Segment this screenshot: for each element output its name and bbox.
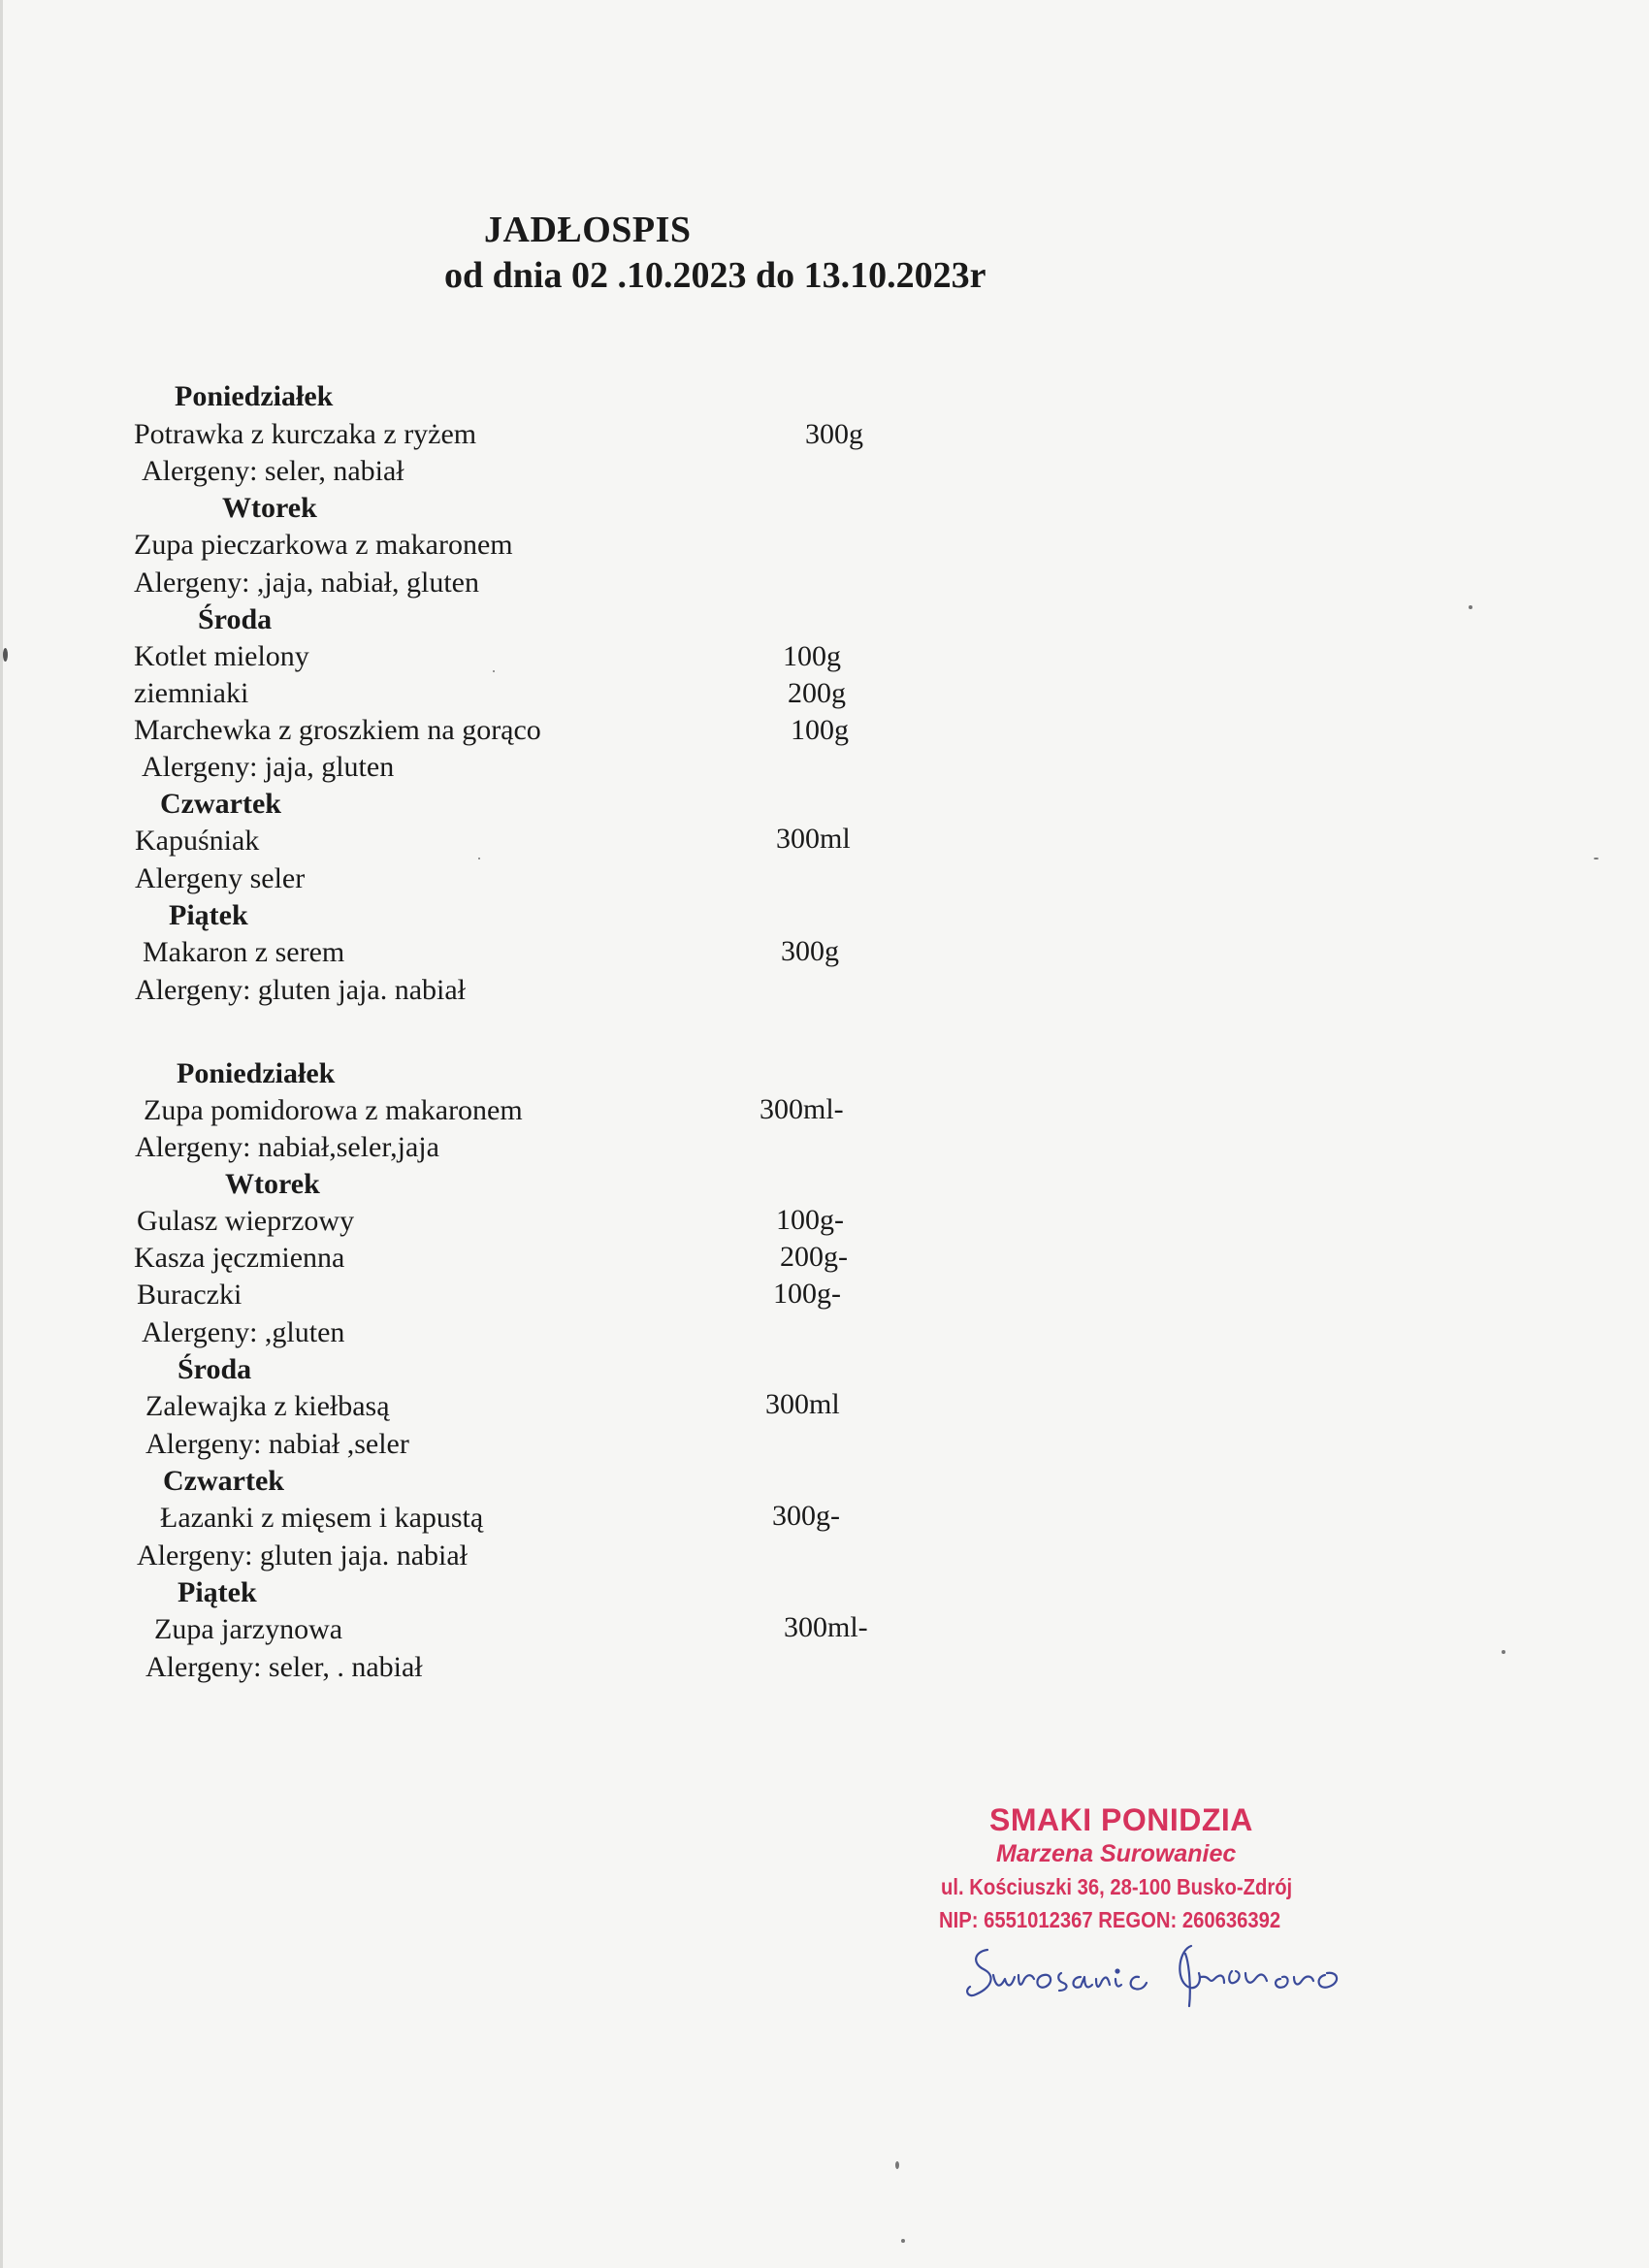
week1-monday-qty-1: 300g xyxy=(805,418,863,450)
week2-thursday-qty-1: 300g- xyxy=(772,1500,840,1532)
scan-speck xyxy=(1469,605,1472,609)
scan-speck xyxy=(3,648,8,662)
week1-wednesday-qty-2: 200g xyxy=(788,677,846,709)
week2-thursday-allergens: Alergeny: gluten jaja. nabiał xyxy=(137,1539,469,1571)
week2-monday-allergens: Alergeny: nabiał,seler,jaja xyxy=(135,1131,439,1163)
scan-speck xyxy=(1594,858,1599,859)
week2-tuesday-heading: Wtorek xyxy=(225,1168,320,1200)
week1-thursday-allergens: Alergeny seler xyxy=(135,862,306,894)
week2-wednesday-heading: Środa xyxy=(178,1353,252,1385)
week2-wednesday-qty-1: 300ml xyxy=(765,1388,840,1420)
stamp-tax-ids: NIP: 6551012367 REGON: 260636392 xyxy=(939,1907,1281,1932)
week1-friday-heading: Piątek xyxy=(169,899,248,931)
week1-thursday-dish-1: Kapuśniak xyxy=(135,825,260,857)
week2-tuesday-dish-1: Gulasz wieprzowy xyxy=(137,1205,355,1237)
menu-date-range: od dnia 02 .10.2023 do 13.10.2023r xyxy=(444,255,986,296)
stamp-owner-name: Marzena Surowaniec xyxy=(996,1840,1237,1867)
scan-speck xyxy=(493,670,495,672)
week2-friday-dish-1: Zupa jarzynowa xyxy=(154,1613,343,1645)
week2-tuesday-dish-3: Buraczki xyxy=(137,1279,242,1311)
scan-speck xyxy=(1502,1650,1505,1654)
page-edge xyxy=(0,0,3,2268)
week1-wednesday-allergens: Alergeny: jaja, gluten xyxy=(142,751,395,783)
week2-tuesday-qty-2: 200g- xyxy=(780,1241,848,1273)
week1-thursday-qty-1: 300ml xyxy=(776,823,851,855)
scan-speck xyxy=(901,2239,905,2243)
week1-tuesday-dish-1: Zupa pieczarkowa z makaronem xyxy=(134,529,513,561)
week1-friday-qty-1: 300g xyxy=(781,935,839,967)
week1-tuesday-allergens: Alergeny: ,jaja, nabiał, gluten xyxy=(134,567,480,599)
week2-tuesday-dish-2: Kasza jęczmienna xyxy=(134,1242,345,1274)
week1-wednesday-heading: Środa xyxy=(198,603,273,635)
week2-wednesday-allergens: Alergeny: nabiał ,seler xyxy=(146,1428,409,1460)
week2-tuesday-qty-1: 100g- xyxy=(776,1204,844,1236)
week1-wednesday-dish-3: Marchewka z groszkiem na gorąco xyxy=(134,714,541,746)
week2-friday-allergens: Alergeny: seler, . nabiał xyxy=(146,1651,423,1683)
menu-title: JADŁOSPIS xyxy=(484,210,692,250)
week2-thursday-heading: Czwartek xyxy=(163,1465,284,1497)
week1-friday-dish-1: Makaron z serem xyxy=(143,936,345,968)
handwritten-signature xyxy=(960,1930,1387,2018)
week1-friday-allergens: Alergeny: gluten jaja. nabiał xyxy=(135,974,467,1006)
stamp-address: ul. Kościuszki 36, 28-100 Busko-Zdrój xyxy=(941,1874,1293,1899)
week2-thursday-dish-1: Łazanki z mięsem i kapustą xyxy=(160,1502,484,1534)
scan-speck xyxy=(478,858,480,859)
week1-wednesday-qty-3: 100g xyxy=(791,714,849,746)
week2-monday-dish-1: Zupa pomidorowa z makaronem xyxy=(144,1094,523,1126)
week1-wednesday-qty-1: 100g xyxy=(783,640,841,672)
week1-thursday-heading: Czwartek xyxy=(160,788,281,820)
week1-wednesday-dish-2: ziemniaki xyxy=(134,677,249,709)
week1-wednesday-dish-1: Kotlet mielony xyxy=(134,640,309,672)
week1-monday-heading: Poniedziałek xyxy=(175,380,334,412)
week2-tuesday-qty-3: 100g- xyxy=(773,1278,841,1310)
week2-wednesday-dish-1: Zalewajka z kiełbasą xyxy=(146,1390,390,1422)
week2-tuesday-allergens: Alergeny: ,gluten xyxy=(142,1316,345,1348)
week2-friday-heading: Piątek xyxy=(178,1576,257,1608)
week1-tuesday-heading: Wtorek xyxy=(222,492,317,524)
week2-monday-heading: Poniedziałek xyxy=(177,1057,336,1089)
scan-speck xyxy=(895,2161,899,2169)
week1-monday-dish-1: Potrawka z kurczaka z ryżem xyxy=(134,418,477,450)
week1-monday-allergens: Alergeny: seler, nabiał xyxy=(142,455,404,487)
week2-friday-qty-1: 300ml- xyxy=(784,1611,868,1643)
stamp-company-name: SMAKI PONIDZIA xyxy=(989,1802,1253,1837)
week2-monday-qty-1: 300ml- xyxy=(760,1093,844,1125)
